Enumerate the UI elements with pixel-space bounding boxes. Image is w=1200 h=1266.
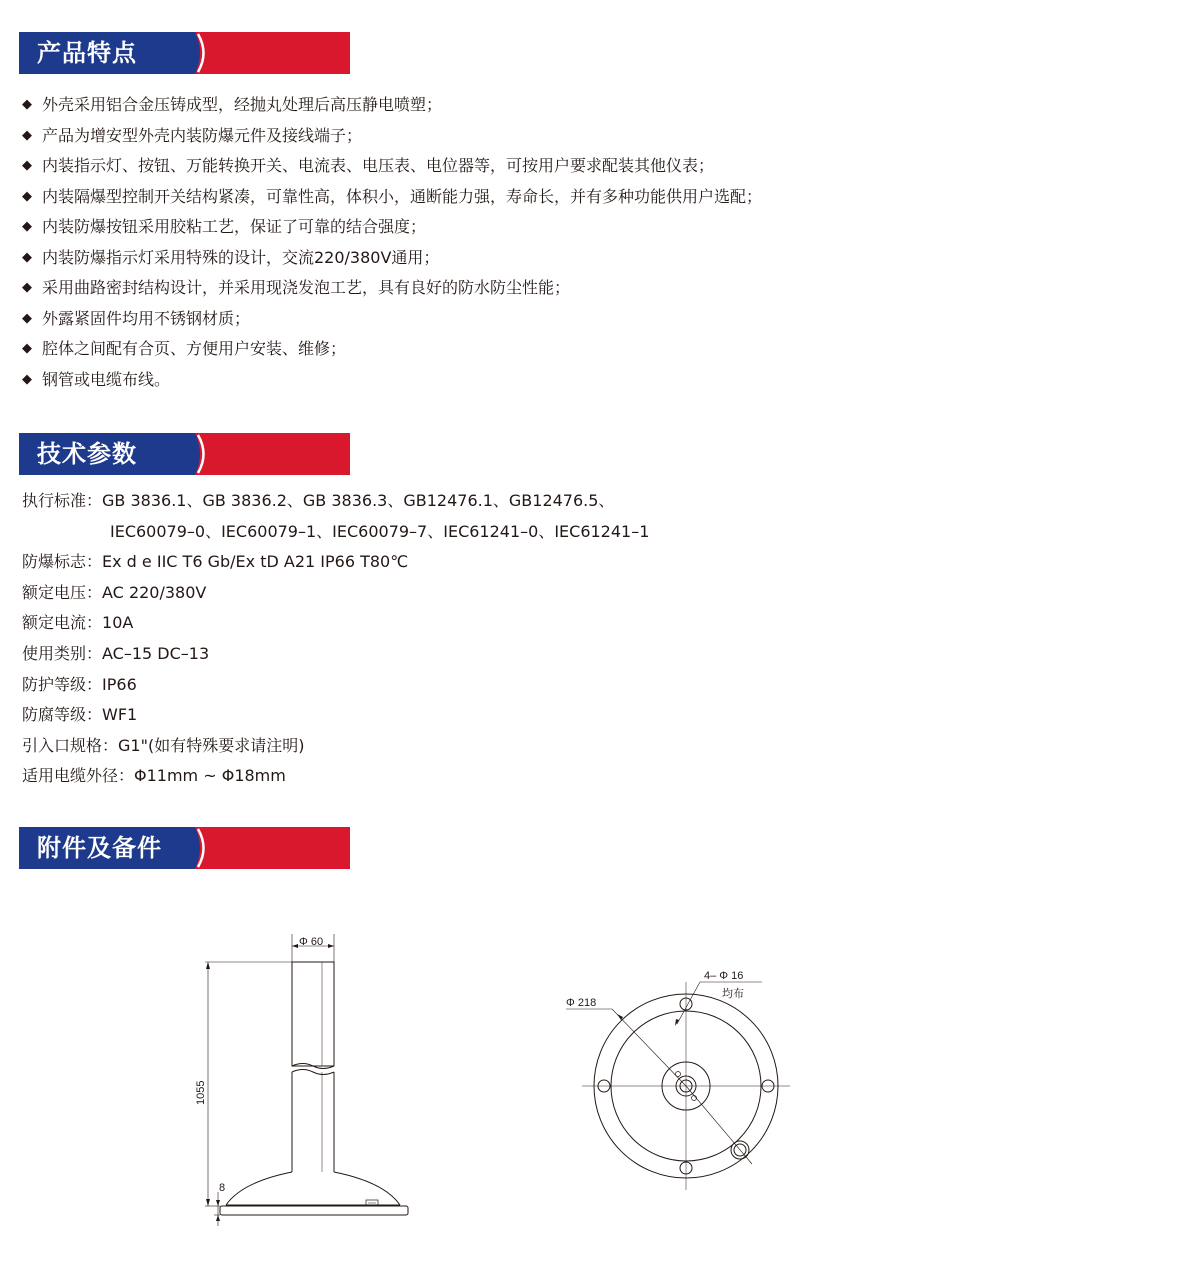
param-value: Φ11mm ~ Φ18mm bbox=[134, 766, 286, 786]
feature-item: ◆ 外壳采用铝合金压铸成型，经抛丸处理后高压静电喷塑； bbox=[22, 92, 762, 123]
section-header-accessories bbox=[19, 827, 350, 869]
dim-holes-note: 均布 bbox=[722, 987, 744, 1000]
param-corrosion bbox=[22, 701, 649, 732]
param-cable bbox=[22, 762, 649, 793]
params-list bbox=[22, 487, 649, 793]
feature-item: ◆ 内装指示灯、按钮、万能转换开关、电流表、电压表、电位器等，可按用户要求配装其他仪表； bbox=[22, 153, 762, 184]
diamond-bullet-icon: ◆ bbox=[22, 97, 32, 112]
dim-base-diameter: Φ 218 bbox=[566, 997, 597, 1009]
diamond-bullet-icon: ◆ bbox=[22, 158, 32, 173]
dim-pipe-diameter: Φ 60 bbox=[299, 936, 324, 948]
section-title-accessories: 附件及备件 bbox=[37, 834, 162, 862]
top-view-drawing bbox=[566, 982, 790, 1190]
technical-drawings bbox=[0, 900, 1200, 1240]
diamond-bullet-icon: ◆ bbox=[22, 310, 32, 326]
diamond-bullet-icon: ◆ bbox=[22, 219, 32, 234]
param-value: WF1 bbox=[102, 705, 138, 725]
diamond-bullet-icon: ◆ bbox=[22, 188, 32, 204]
param-category bbox=[22, 640, 649, 671]
param-label: 额定电流： bbox=[22, 613, 103, 633]
param-label: 执行标准： bbox=[22, 491, 103, 510]
features-list bbox=[22, 92, 762, 397]
section-title-features: 产品特点 bbox=[37, 39, 137, 67]
param-value: Ex d e IIC T6 Gb/Ex tD A21 IP66 T80℃ bbox=[102, 552, 409, 572]
section-title-params: 技术参数 bbox=[37, 440, 137, 468]
feature-item: ◆ 腔体之间配有合页、方便用户安装、维修； bbox=[22, 336, 762, 367]
param-label: 防护等级： bbox=[22, 674, 103, 694]
feature-item: ◆ 内装防爆按钮采用胶粘工艺，保证了可靠的结合强度； bbox=[22, 214, 762, 245]
param-exmark bbox=[22, 548, 649, 579]
diamond-bullet-icon: ◆ bbox=[22, 280, 32, 295]
param-label: 防爆标志： bbox=[22, 552, 103, 572]
diamond-bullet-icon: ◆ bbox=[22, 249, 32, 265]
param-label: 额定电压： bbox=[22, 582, 103, 602]
diamond-bullet-icon: ◆ bbox=[22, 127, 32, 143]
feature-item: ◆ 产品为增安型外壳内装防爆元件及接线端子； bbox=[22, 123, 762, 154]
param-inlet bbox=[22, 732, 649, 763]
param-label: 适用电缆外径： bbox=[22, 766, 135, 786]
param-value: 10A bbox=[102, 613, 134, 633]
param-value: G1"(如有特殊要求请注明) bbox=[118, 735, 305, 755]
feature-item: ◆ 内装防爆指示灯采用特殊的设计，交流220/380V通用； bbox=[22, 245, 762, 276]
param-value: GB 3836.1、GB 3836.2、GB 3836.3、GB12476.1、GB12476.5、 bbox=[102, 491, 615, 510]
dim-height: 1055 bbox=[195, 1080, 207, 1105]
feature-item: ◆ 钢管或电缆布线。 bbox=[22, 367, 762, 398]
param-label: 引入口规格： bbox=[22, 735, 119, 755]
param-protection bbox=[22, 671, 649, 702]
section-header-features bbox=[19, 32, 350, 74]
param-standard bbox=[22, 487, 649, 518]
param-voltage bbox=[22, 579, 649, 610]
dim-base-thickness: 8 bbox=[219, 1182, 226, 1194]
param-standard-continued bbox=[22, 518, 649, 549]
param-value: AC–15 DC–13 bbox=[102, 643, 210, 663]
param-value: AC 220/380V bbox=[102, 582, 207, 602]
dim-holes: 4– Φ 16 bbox=[704, 970, 744, 982]
diamond-bullet-icon: ◆ bbox=[22, 341, 32, 356]
param-value: IEC60079–0、IEC60079–1、IEC60079–7、IEC61241–0、IEC61241–1 bbox=[110, 521, 650, 541]
feature-item: ◆ 内装隔爆型控制开关结构紧凑，可靠性高，体积小，通断能力强，寿命长，并有多种功能供用户选配； bbox=[22, 184, 762, 215]
param-label: 防腐等级： bbox=[22, 705, 103, 725]
feature-item: ◆ 采用曲路密封结构设计，并采用现浇发泡工艺，具有良好的防水防尘性能； bbox=[22, 275, 762, 306]
side-view-drawing bbox=[205, 934, 408, 1226]
param-label: 使用类别： bbox=[22, 643, 103, 663]
section-header-params bbox=[19, 433, 350, 475]
diamond-bullet-icon: ◆ bbox=[22, 371, 32, 387]
param-current bbox=[22, 609, 649, 640]
param-value: IP66 bbox=[102, 674, 137, 694]
feature-item: ◆ 外露紧固件均用不锈钢材质； bbox=[22, 306, 762, 337]
